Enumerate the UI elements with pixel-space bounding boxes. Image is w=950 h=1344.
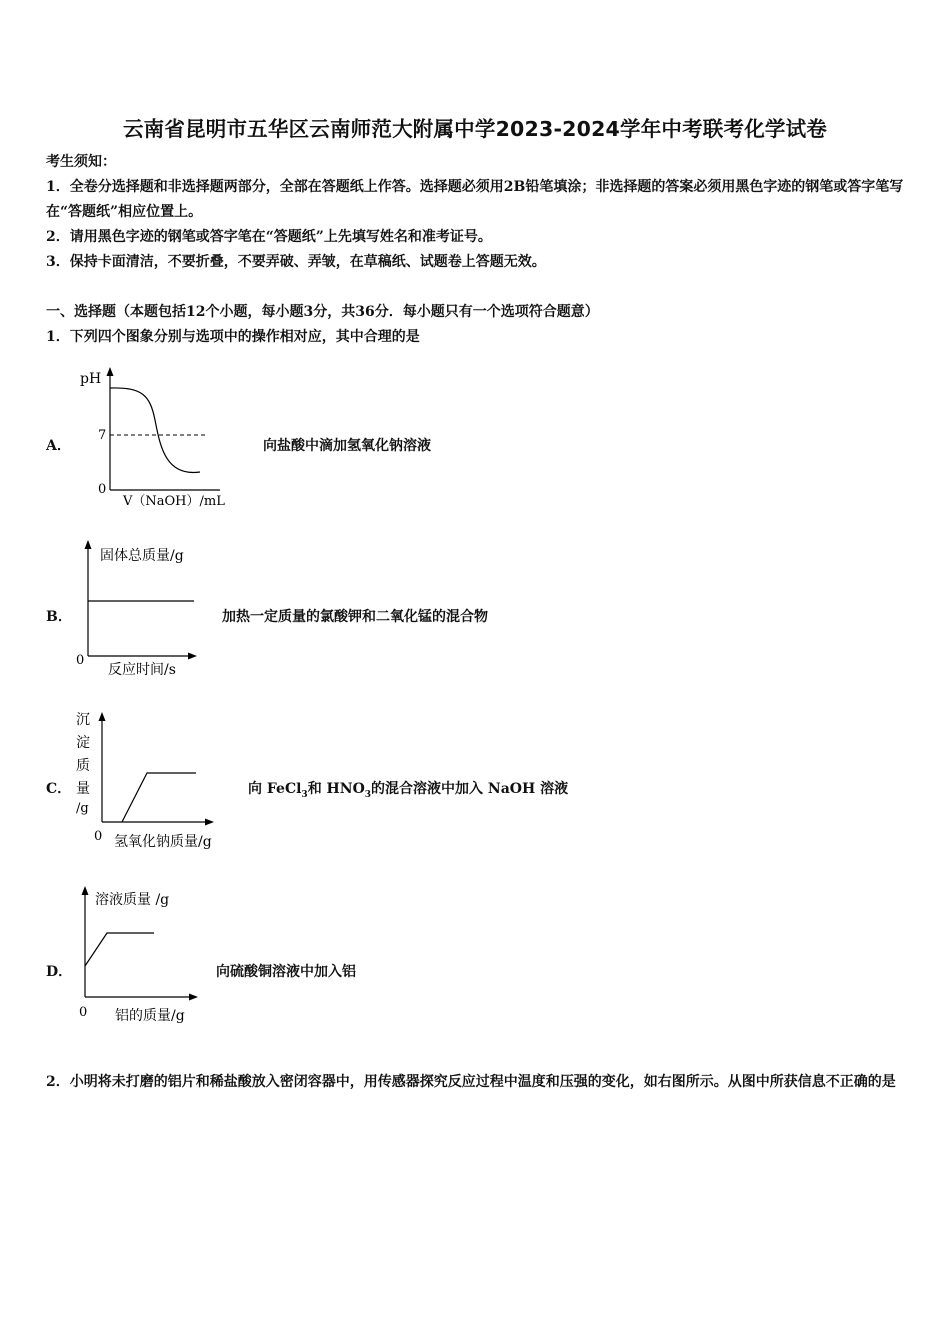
ph-tick-7: 7 [98, 428, 107, 443]
notice-item-2: 2．请用黑色字迹的钢笔或答字笔在“答题纸”上先填写姓名和准考证号。 [46, 229, 492, 245]
y-axis-label: 溶液质量 /g [95, 892, 170, 908]
ph-axis-label: pH [80, 371, 102, 387]
origin-label: 0 [98, 482, 107, 497]
option-a-text: 向盐酸中滴加氢氧化钠溶液 [263, 438, 431, 454]
y-axis-label: 固体总质量/g [100, 548, 184, 564]
y-label-unit: /g [76, 801, 89, 816]
y-label-char-1: 沉 [76, 712, 90, 728]
option-d-text: 向硫酸铜溶液中加入铝 [216, 964, 356, 980]
notice-heading: 考生须知： [46, 154, 116, 170]
option-a-label: A． [46, 438, 71, 454]
option-d-graph [70, 880, 220, 1030]
x-axis-label: 反应时间/s [108, 662, 176, 678]
x-axis-label: V（NaOH）/mL [123, 494, 225, 509]
option-b-text: 加热一定质量的氯酸钾和二氧化锰的混合物 [222, 609, 488, 625]
option-b-label: B． [46, 609, 72, 625]
origin-label: 0 [79, 1005, 88, 1020]
notice-item-3: 3．保持卡面清洁，不要折叠，不要弄破、弄皱，在草稿纸、试题卷上答题无效。 [46, 254, 546, 270]
notice-item-1: 1．全卷分选择题和非选择题两部分，全部在答题纸上作答。选择题必须用2B铅笔填涂；非选择题的答案必须用黑色字迹的钢笔或答字笔写在“答题纸”相应位置上。 [46, 179, 904, 220]
question-1-stem: 1．下列四个图象分别与选项中的操作相对应，其中合理的是 [46, 329, 420, 345]
option-c-text: 向 FeCl$_3$和 $HNO_3$的混合溶液中加入 NaOH 溶液 [248, 781, 569, 800]
option-c-label: C． [46, 781, 72, 797]
option-d-label: D． [46, 964, 73, 980]
x-axis-label: 铝的质量/g [115, 1008, 185, 1024]
option-b-graph [70, 538, 220, 686]
question-2-stem: 2．小明将未打磨的铝片和稀盐酸放入密闭容器中，用传感器探究反应过程中温度和压强的变化，如右图所示。从图中所获信息不正确的是 [46, 1074, 896, 1090]
y-label-char-2: 淀 [76, 735, 90, 751]
x-axis-label: 氢氧化钠质量/g [114, 834, 212, 850]
y-label-char-4: 量 [76, 781, 90, 797]
section-heading: 一、选择题（本题包括12个小题，每小题3分，共36分．每小题只有一个选项符合题意） [46, 304, 599, 320]
option-a-graph [70, 365, 260, 515]
paper-title: 云南省昆明市五华区云南师范大附属中学2023-2024学年中考联考化学试卷 [122, 117, 828, 141]
origin-label: 0 [94, 829, 103, 844]
option-c-graph [70, 706, 240, 854]
y-label-char-3: 质 [76, 758, 90, 774]
origin-label: 0 [76, 653, 85, 668]
